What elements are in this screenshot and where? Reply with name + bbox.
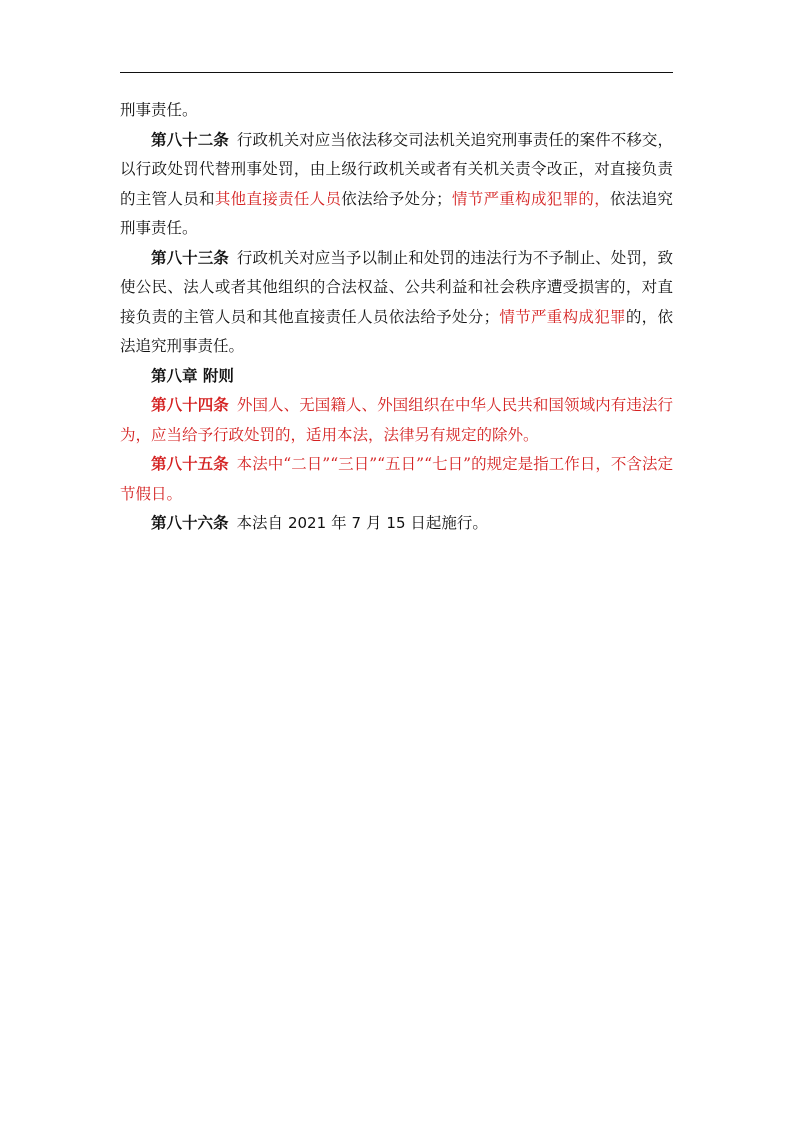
article-82-text-3: 依法追究刑事责任。 (120, 189, 673, 237)
article-82-title: 第八十二条 (151, 130, 229, 149)
article-82-highlight-2: 情节严重构成犯罪的， (451, 189, 611, 208)
article-82-text-1: 行政机关对应当依法移交司法机关追究刑事责任的案件不移交，以行政处罚代替刑事处罚，由上级行政机关或者有关机关责令改正，对直接负责的主管人员和 (120, 130, 673, 208)
article-82-text-2: 依法给予处分； (341, 189, 452, 208)
article-85-text: 本法中“二日”“三日”“五日”“七日”的规定是指工作日，不含法定节假日。 (120, 455, 673, 503)
article-85 (120, 450, 673, 509)
article-86-text-1: 本法自 (236, 514, 288, 532)
article-85-title: 第八十五条 (151, 455, 229, 473)
article-82 (120, 126, 673, 244)
article-86-text-4: 日起施行。 (405, 514, 488, 532)
article-86 (120, 509, 673, 539)
header-rule (120, 72, 673, 73)
article-82-highlight-1: 其他直接责任人员 (214, 189, 342, 208)
article-83-title: 第八十三条 (151, 248, 229, 267)
article-86-year: 2021 (287, 514, 327, 532)
article-86-text-3: 月 (361, 514, 387, 532)
article-83-text-1: 行政机关对应当予以制止和处罚的违法行为不予制止、处罚，致使公民、法人或者其他组织的合法权益、公共利益和社会秩序遭受损害的，对直接负责的主管人员和其他直接责任人员依法给予处分； (120, 248, 673, 326)
article-86-day: 15 (386, 514, 406, 532)
article-83-highlight-1: 情节严重构成犯罪 (499, 307, 626, 326)
article-86-month: 7 (351, 514, 362, 532)
document-body (120, 96, 673, 539)
continuation-line: 刑事责任。 (120, 101, 198, 119)
article-84 (120, 391, 673, 450)
article-86-text-2: 年 (326, 514, 352, 532)
article-84-text: 外国人、无国籍人、外国组织在中华人民共和国领域内有违法行为，应当给予行政处罚的，适用本法，法律另有规定的除外。 (120, 396, 673, 444)
chapter-8-heading: 第八章 附则 (151, 366, 234, 385)
article-83-text-2: 的，依法追究刑事责任。 (120, 307, 673, 355)
article-86-title: 第八十六条 (151, 514, 229, 532)
article-84-title: 第八十四条 (151, 396, 229, 414)
article-83 (120, 244, 673, 362)
